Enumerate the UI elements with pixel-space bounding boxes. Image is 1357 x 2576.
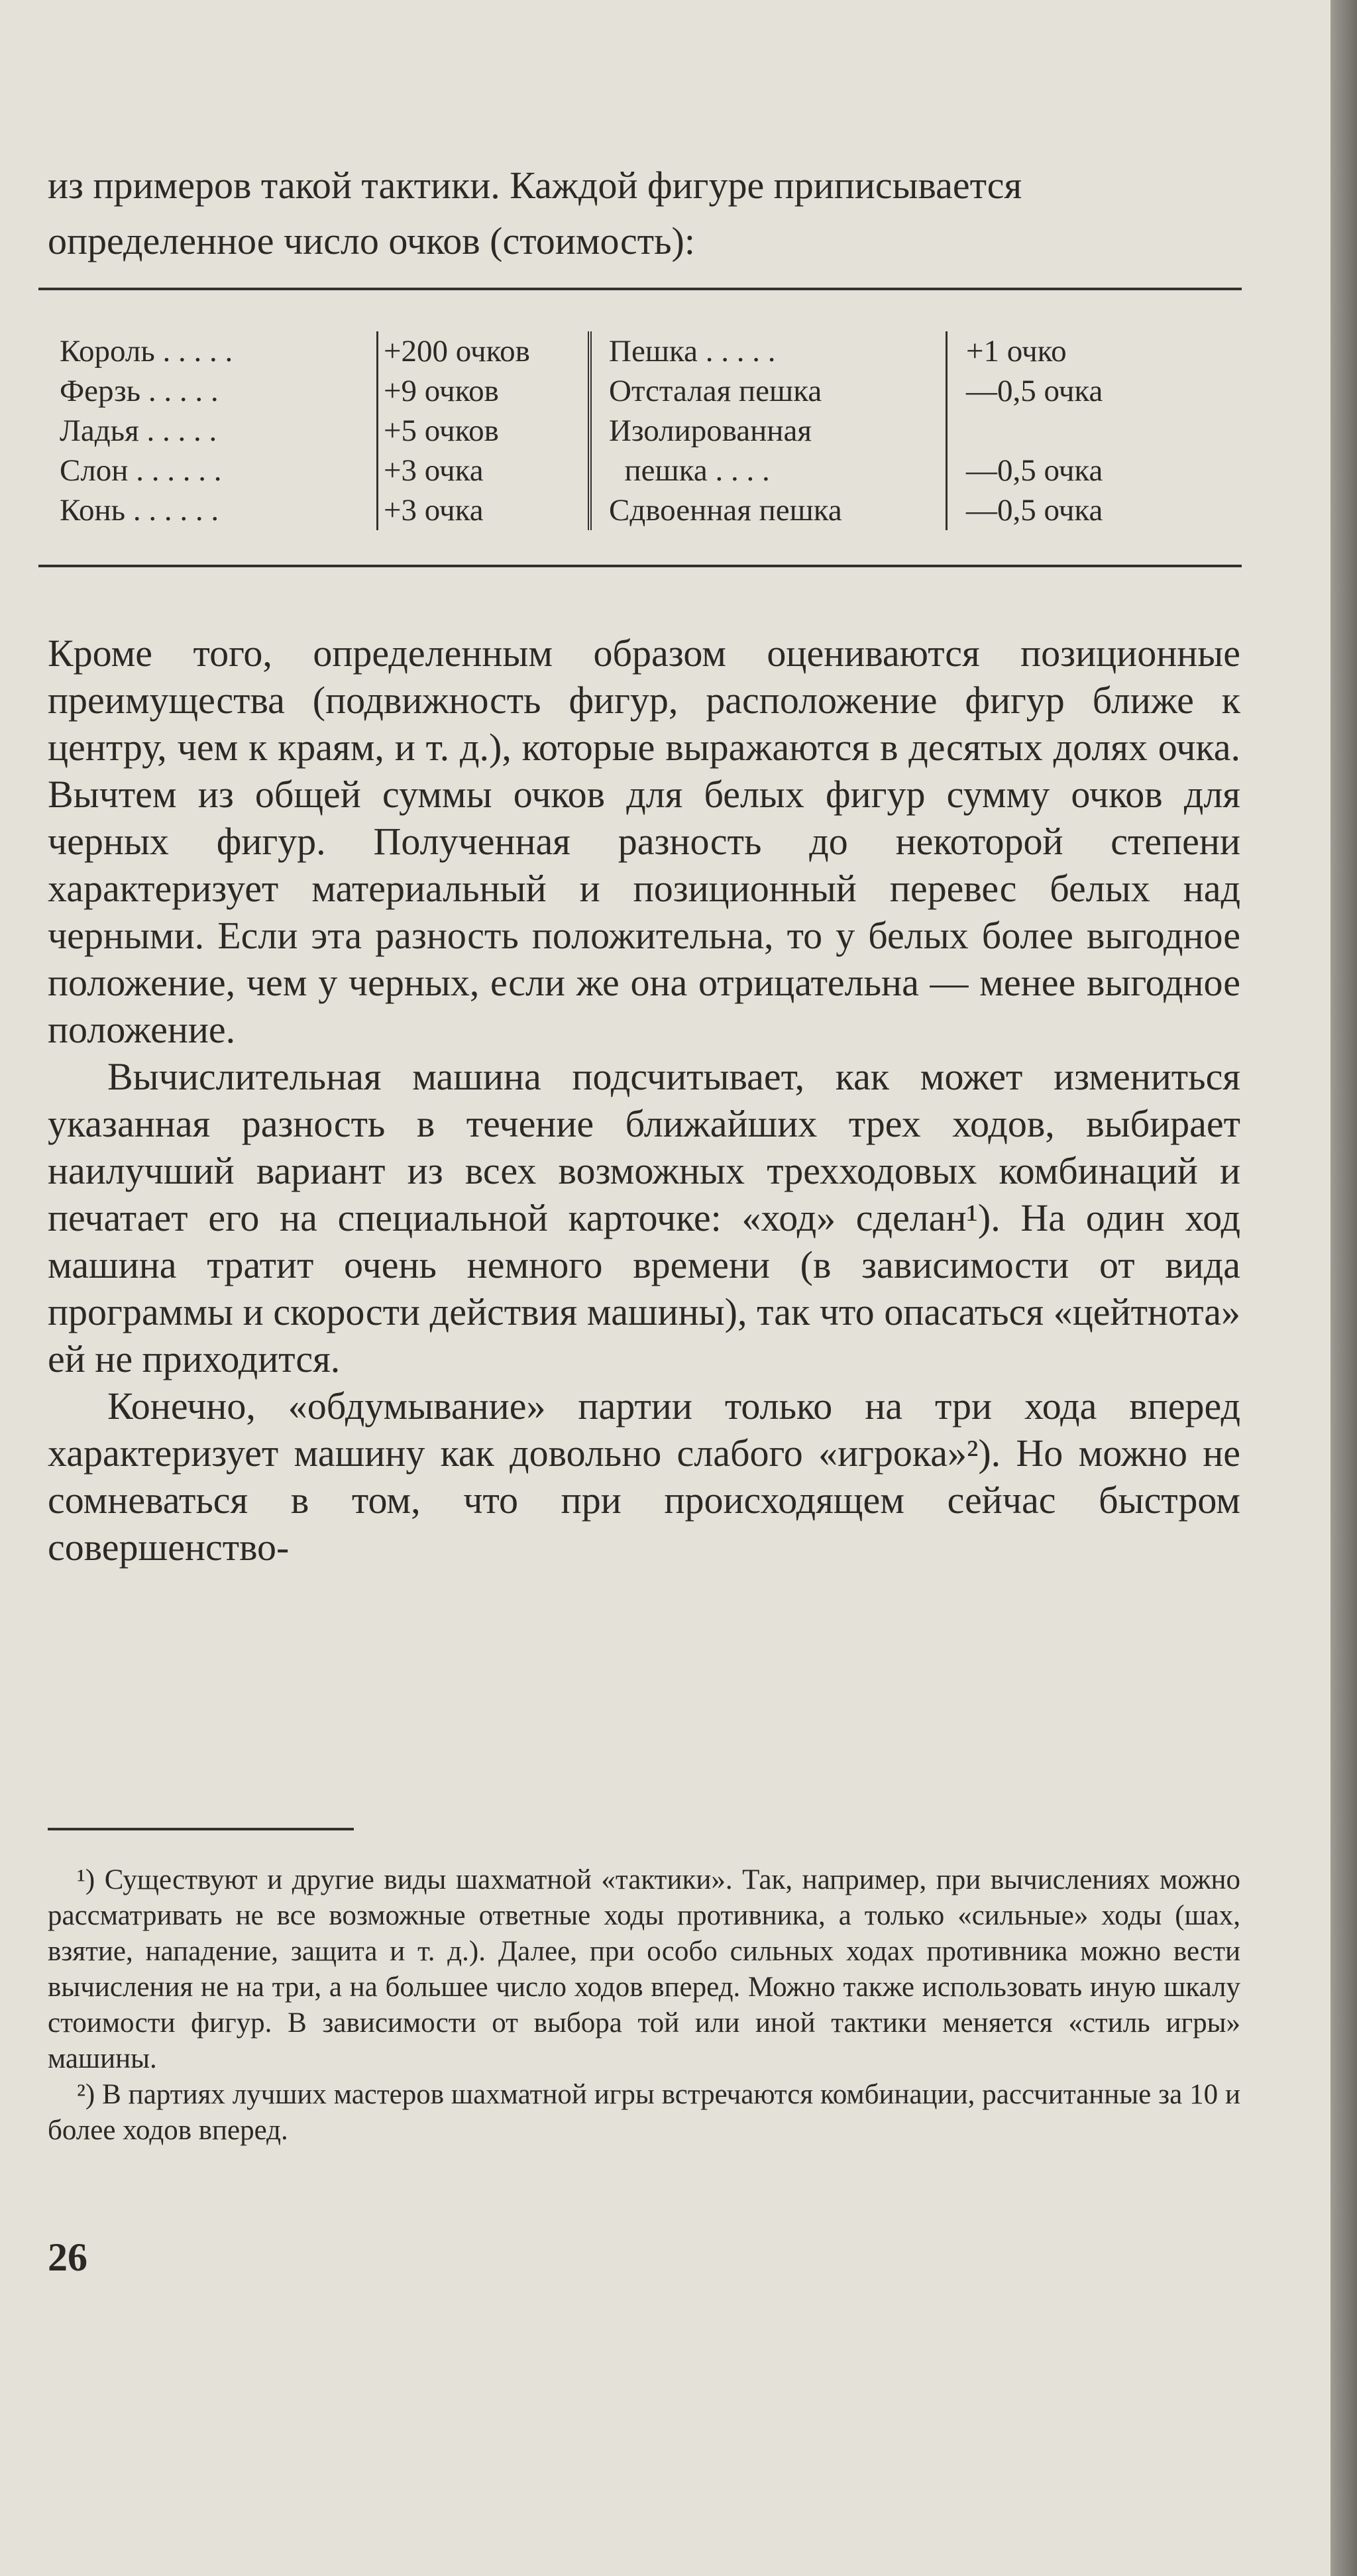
pawn-value: —0,5 очка: [966, 374, 1103, 408]
pawn-name: Отсталая пешка: [590, 371, 947, 411]
footnote: ²) В партиях лучших мастеров шахматной игры встречаются комбинации, рассчитанные за 10 и более ходов вперед.: [48, 2079, 1240, 2146]
pawn-value: —0,5 очка: [966, 493, 1103, 528]
piece-value: +3 очка: [378, 451, 590, 490]
piece-value: +9 очков: [378, 371, 590, 411]
table-row: [38, 331, 1242, 371]
table-row: [38, 451, 1242, 490]
pawn-name: Пешка . . . . .: [590, 331, 947, 371]
piece-name: Король . . . . .: [60, 334, 233, 368]
footnote-separator: [48, 1828, 354, 1830]
table-row: [38, 371, 1242, 411]
pawn-name: Сдвоенная пешка: [590, 490, 947, 530]
page-edge-shadow: [1330, 0, 1357, 2576]
paragraph: Конечно, «обдумывание» партии только на три хода вперед характеризует машину как довольно слабого «игрока»²). Но можно не сомневаться в том, что при происходящем сейчас быстром совершенство-: [48, 1384, 1240, 1569]
piece-value-table: [38, 288, 1242, 567]
footnotes: [48, 1862, 1240, 2149]
table-row: [38, 411, 1242, 451]
piece-value: +200 очков: [378, 331, 590, 371]
paragraph: Кроме того, определенным образом оцениваются позиционные преимущества (подвижность фигур, расположение фигур ближе к центру, чем к краям, и т. д.), которые выражаются в десятых долях очка. Вычтем из общей суммы очков для белых фигур сумму очков для черных фигур. Полученная разность до некоторой степени характеризует материальный и позиционный перевес белых над черными. Если эта разность положительна, то у белых более выгодное положение, чем у черных, если же она отрицательна — менее выгодное положение.: [48, 632, 1240, 1051]
footnote: ¹) Существуют и другие виды шахматной «тактики». Так, например, при вычислениях можно рассматривать не все возможные ответные ходы противника, а только «сильные» ходы (шах, взятие, нападение, защита и т. д.). Далее, при особо сильных ходах противника можно вести вычисления не на три, а на большее число ходов вперед. Можно также использовать иную шкалу стоимости фигур. В зависимости от выбора той или иной тактики меняется «стиль игры» машины.: [48, 1864, 1240, 2074]
piece-name: Ладья . . . . .: [60, 414, 217, 448]
piece-name: Конь . . . . . .: [60, 493, 219, 528]
main-text: [48, 630, 1240, 1571]
table-row: [38, 490, 1242, 530]
table-bottom-rule: [38, 565, 1242, 567]
paragraph: Вычислительная машина подсчитывает, как может измениться указанная разность в течение ближайших трех ходов, выбирает наилучший вариант из всех возможных трехходовых комбинаций и печатает его на специальной карточке: «ход» сделан¹). На один ход машина тратит очень немного времени (в зависимости от вида программы и скорости действия машины), так что опасаться «цейтнота» ей не приходится.: [48, 1055, 1240, 1380]
page-number: 26: [48, 2235, 87, 2279]
pawn-name: Изолированная: [590, 411, 947, 451]
pawn-value: —0,5 очка: [966, 453, 1103, 488]
pawn-value: +1 очко: [966, 334, 1067, 368]
piece-value: +5 очков: [378, 411, 590, 451]
piece-name: Ферзь . . . . .: [60, 374, 219, 408]
intro-text: из примеров такой тактики. Каждой фигуре приписывается определенное число очков (стоимость):: [48, 164, 1022, 262]
pawn-value: [947, 411, 1242, 451]
values-table: [38, 331, 1242, 530]
piece-name: Слон . . . . . .: [60, 453, 222, 488]
table-top-rule: [38, 288, 1242, 290]
pawn-name: пешка . . . .: [590, 451, 947, 490]
piece-value: +3 очка: [378, 490, 590, 530]
